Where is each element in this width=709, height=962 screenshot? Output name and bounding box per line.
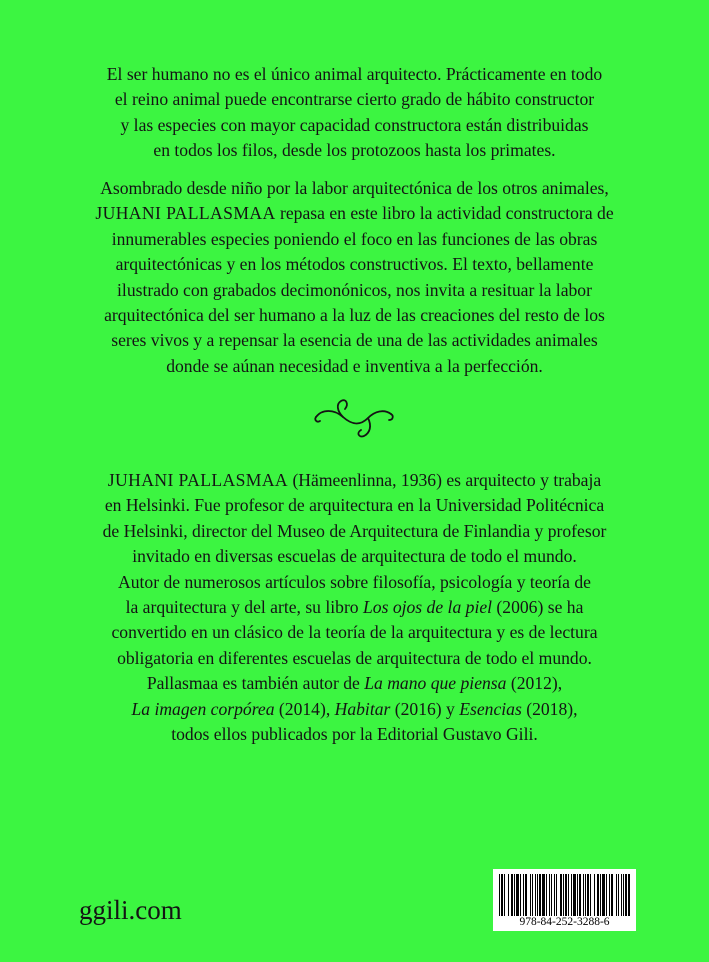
barcode-bar — [625, 874, 627, 916]
text-line: en Helsinki. Fue profesor de arquitectura en la Universidad Politécnica — [104, 495, 605, 516]
barcode-bar — [560, 874, 562, 916]
text-line: convertido en un clásico de la teoría de la arquitectura y es de lectura — [111, 622, 598, 643]
text-span: (2006) se ha — [492, 597, 584, 618]
text-line — [70, 671, 639, 696]
text-line: donde se aúnan necesidad e inventiva a la perfección. — [166, 355, 543, 376]
publisher-website: ggili.com — [79, 895, 182, 925]
barcode-bar — [542, 874, 545, 916]
text-span: (2012), — [506, 673, 563, 694]
text-line: ilustrado con grabados decimonónicos, nos invita a resituar la labor — [117, 279, 592, 300]
barcode-bar — [587, 874, 589, 916]
barcode-bar — [616, 874, 617, 916]
author-name: JUHANI PALLASMAA — [95, 203, 276, 224]
barcode-bar — [602, 874, 605, 916]
text-line: todos ellos publicados por la Editorial Gustavo Gili. — [171, 724, 538, 745]
book-title: Habitar — [334, 698, 391, 719]
text-line: arquitectónica del ser humano a la luz de las creaciones del resto de los — [104, 305, 605, 326]
text-line: obligatoria en diferentes escuelas de arquitectura de todo el mundo. — [117, 647, 592, 668]
barcode-bar — [590, 874, 591, 916]
book-title: La imagen corpórea — [131, 698, 275, 719]
barcode-bar — [504, 874, 505, 916]
text-span: (Hämeenlinna, 1936) es arquitecto y trabaja — [288, 470, 602, 490]
barcode-bar — [583, 874, 584, 916]
barcode-bar — [623, 874, 624, 916]
barcode-bar — [579, 874, 581, 916]
barcode-bar — [539, 874, 541, 916]
text-line: El ser humano no es el único animal arquitecto. Prácticamente en todo — [106, 64, 603, 84]
text-line: seres vivos y a repensar la esencia de una de las actividades animales — [111, 330, 598, 351]
barcode-bar — [621, 874, 622, 916]
blurb-paragraph-1 — [70, 62, 639, 164]
text-line — [70, 697, 639, 722]
barcode-bar — [520, 874, 521, 916]
barcode-bar — [551, 874, 552, 916]
barcode-bar — [535, 874, 536, 916]
text-line: Autor de numerosos artículos sobre filosofía, psicología y teoría de — [118, 571, 591, 592]
barcode-bar — [501, 874, 503, 916]
text-line: invitado en diversas escuelas de arquitectura de todo el mundo. — [132, 546, 577, 567]
text-line: y las especies con mayor capacidad constructora están distribuidas — [120, 114, 589, 135]
text-span: (2018), — [521, 698, 578, 719]
barcode-bar — [568, 874, 569, 916]
barcode-bar — [565, 874, 567, 916]
barcode-bar — [597, 874, 599, 916]
text-line: innumerables especies poniendo el foco en las funciones de las obras — [111, 228, 598, 249]
barcode-bar — [594, 874, 595, 916]
barcode-bar — [571, 874, 572, 916]
text-line — [70, 201, 639, 226]
barcode-bar — [585, 874, 586, 916]
barcode-bar — [556, 874, 557, 916]
barcode-bar — [549, 874, 550, 916]
text-line: arquitectónicas y en los métodos constructivos. El texto, bellamente — [115, 254, 594, 275]
text-span: (2016) y — [390, 698, 460, 719]
barcode-bar — [516, 874, 519, 916]
barcode-icon — [499, 874, 630, 916]
text-line — [70, 595, 639, 620]
barcode-bar — [508, 874, 509, 916]
author-bio — [70, 468, 639, 747]
text-line: el reino animal puede encontrarse cierto grado de hábito constructor — [114, 89, 595, 110]
barcode-bar — [600, 874, 601, 916]
text-line — [70, 468, 639, 493]
barcode-bar — [606, 874, 607, 916]
book-title: La mano que piensa — [364, 673, 507, 694]
barcode-bar — [525, 874, 527, 916]
barcode-bar — [532, 874, 533, 916]
text-line: en todos los filos, desde los protozoos hasta los primates. — [153, 140, 556, 161]
blurb-paragraph-2 — [70, 176, 639, 379]
barcode-bar — [618, 874, 619, 916]
author-name: JUHANI PALLASMAA — [107, 470, 289, 490]
barcode-bar — [628, 874, 630, 916]
flourish-ornament-icon — [312, 398, 396, 440]
text-line: Asombrado desde niño por la labor arquitectónica de los otros animales, — [100, 178, 609, 198]
book-title: Esencias — [459, 698, 522, 719]
barcode — [493, 869, 636, 931]
text-span: Pallasmaa es también autor de — [146, 673, 365, 694]
barcode-bar — [537, 874, 538, 916]
text-span: repasa en este libro la actividad constructora de — [275, 203, 614, 224]
barcode-bar — [511, 874, 513, 916]
barcode-bar — [546, 874, 547, 916]
book-title: Los ojos de la piel — [363, 597, 493, 618]
barcode-bar — [577, 874, 578, 916]
barcode-bar — [573, 874, 576, 916]
text-span: (2014), — [274, 698, 335, 719]
isbn-number: 978-84-252-3288-6 — [519, 916, 610, 928]
barcode-bar — [609, 874, 610, 916]
barcode-bar — [563, 874, 564, 916]
text-span: la arquitectura y del arte, su libro — [125, 597, 363, 618]
barcode-bar — [554, 874, 555, 916]
barcode-bar — [530, 874, 531, 916]
text-line: de Helsinki, director del Museo de Arquitectura de Finlandia y profesor — [102, 520, 607, 541]
barcode-bar — [611, 874, 613, 916]
barcode-bar — [499, 874, 500, 916]
barcode-bar — [523, 874, 524, 916]
barcode-bar — [514, 874, 515, 916]
